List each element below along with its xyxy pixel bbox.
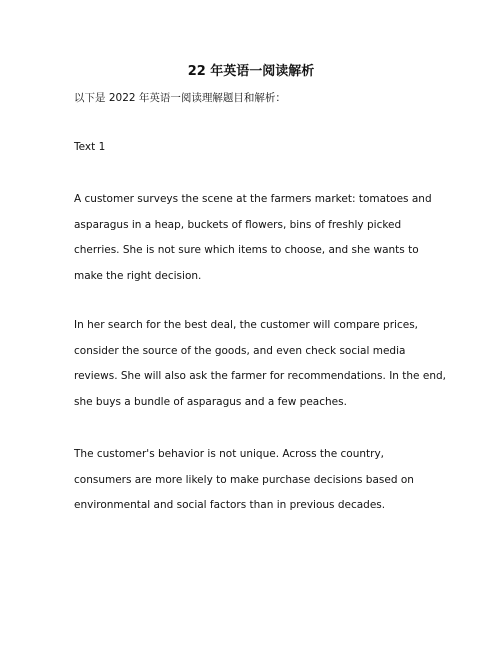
paragraph-line: make the right decision. [74,269,202,282]
paragraph-3 [74,442,442,519]
paragraph-line: reviews. She will also ask the farmer for recommendations. In the end, [74,370,446,382]
paragraph-line: she buys a bundle of asparagus and a few peaches. [74,395,347,408]
paragraph-line: A customer surveys the scene at the farmers market: tomatoes and [74,193,432,205]
intro-text: 以下是 2022 年英语一阅读理解题目和解析： [74,92,286,104]
paragraph-line: The customer's behavior is not unique. Across the country, [74,448,384,460]
paragraph-2 [74,313,446,415]
section-label: Text 1 [74,141,106,153]
paragraph-line: consider the source of the goods, and even check social media [74,344,406,357]
paragraph-line: asparagus in a heap, buckets of flowers, bins of freshly picked [74,218,402,231]
paragraph-line: In her search for the best deal, the customer will compare prices, [74,319,418,331]
paragraph-line: cherries. She is not sure which items to choose, and she wants to [74,244,419,256]
paragraph-1 [74,187,442,289]
paragraph-line: consumers are more likely to make purchase decisions based on [74,473,414,486]
paragraph-line: environmental and social factors than in previous decades. [74,499,386,511]
document-title: 22 年英语一阅读解析 [187,64,315,79]
